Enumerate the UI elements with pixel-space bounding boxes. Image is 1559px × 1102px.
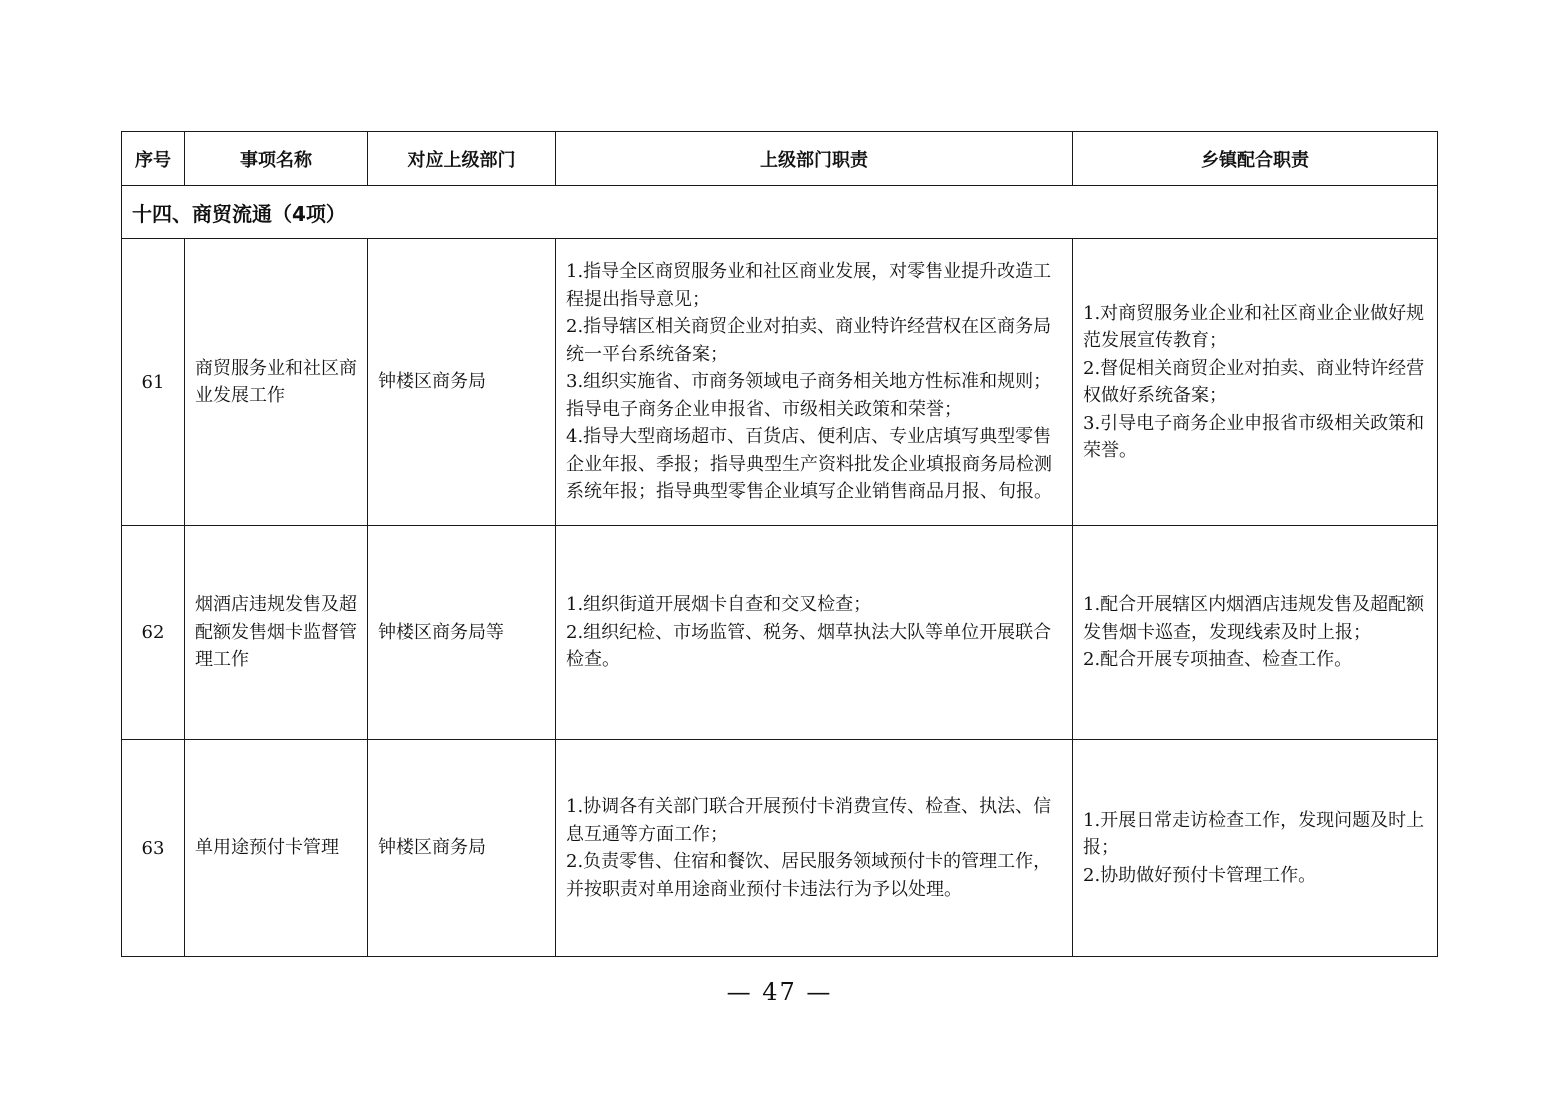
row-number: 63 (122, 740, 185, 957)
upper-dept: 钟楼区商务局等 (368, 526, 556, 740)
town-duties (1073, 239, 1438, 526)
header-upper-dept: 对应上级部门 (368, 132, 556, 186)
town-duties (1073, 740, 1438, 957)
page-number: — 47 — (726, 978, 833, 1006)
row-number: 62 (122, 526, 185, 740)
item-name: 烟酒店违规发售及超配额发售烟卡监督管理工作 (185, 526, 368, 740)
header-item-name: 事项名称 (185, 132, 368, 186)
duty-line: 2.督促相关商贸企业对拍卖、商业特许经营权做好系统备案； (1083, 357, 1425, 406)
table-header-row (122, 132, 1438, 186)
duty-line: 2.配合开展专项抽查、检查工作。 (1083, 649, 1353, 671)
duty-line: 4.指导大型商场超市、百货店、便利店、专业店填写典型零售企业年报、季报；指导典型生产资料批发企业填报商务局检测系统年报；指导典型零售企业填写企业销售商品月报、旬报。 (566, 426, 1052, 503)
header-seq: 序号 (122, 132, 185, 186)
responsibility-table (121, 131, 1438, 957)
upper-duties (556, 239, 1073, 526)
header-town-duties: 乡镇配合职责 (1073, 132, 1438, 186)
section-title: 十四、商贸流通（4项） (122, 186, 1438, 239)
table-row (122, 526, 1438, 740)
duty-line: 2.协助做好预付卡管理工作。 (1083, 864, 1317, 886)
upper-duties (556, 740, 1073, 957)
duty-line: 1.对商贸服务业企业和社区商业企业做好规范发展宣传教育； (1083, 302, 1425, 351)
duty-line: 2.指导辖区相关商贸企业对拍卖、商业特许经营权在区商务局统一平台系统备案； (566, 316, 1052, 365)
duty-line: 2.负责零售、住宿和餐饮、居民服务领域预付卡的管理工作，并按职责对单用途商业预付卡违法行为予以处理。 (566, 851, 1052, 900)
table-row (122, 239, 1438, 526)
duty-line: 1.指导全区商贸服务业和社区商业发展，对零售业提升改造工程提出指导意见； (566, 261, 1052, 310)
upper-dept: 钟楼区商务局 (368, 740, 556, 957)
duty-line: 3.组织实施省、市商务领域电子商务相关地方性标准和规则；指导电子商务企业申报省、市级相关政策和荣誉； (566, 371, 1052, 420)
duty-line: 1.组织街道开展烟卡自查和交叉检查； (566, 594, 872, 616)
duty-line: 1.协调各有关部门联合开展预付卡消费宣传、检查、执法、信息互通等方面工作； (566, 796, 1052, 845)
upper-dept: 钟楼区商务局 (368, 239, 556, 526)
item-name: 商贸服务业和社区商业发展工作 (185, 239, 368, 526)
town-duties (1073, 526, 1438, 740)
upper-duties (556, 526, 1073, 740)
header-upper-duties: 上级部门职责 (556, 132, 1073, 186)
duty-line: 1.配合开展辖区内烟酒店违规发售及超配额发售烟卡巡查，发现线索及时上报； (1083, 594, 1425, 643)
duty-line: 2.组织纪检、市场监管、税务、烟草执法大队等单位开展联合检查。 (566, 621, 1052, 671)
row-number: 61 (122, 239, 185, 526)
duty-line: 1.开展日常走访检查工作，发现问题及时上报； (1083, 809, 1425, 859)
table-row (122, 740, 1438, 957)
item-name: 单用途预付卡管理 (185, 740, 368, 957)
duty-line: 3.引导电子商务企业申报省市级相关政策和荣誉。 (1083, 412, 1425, 461)
section-row (122, 186, 1438, 239)
